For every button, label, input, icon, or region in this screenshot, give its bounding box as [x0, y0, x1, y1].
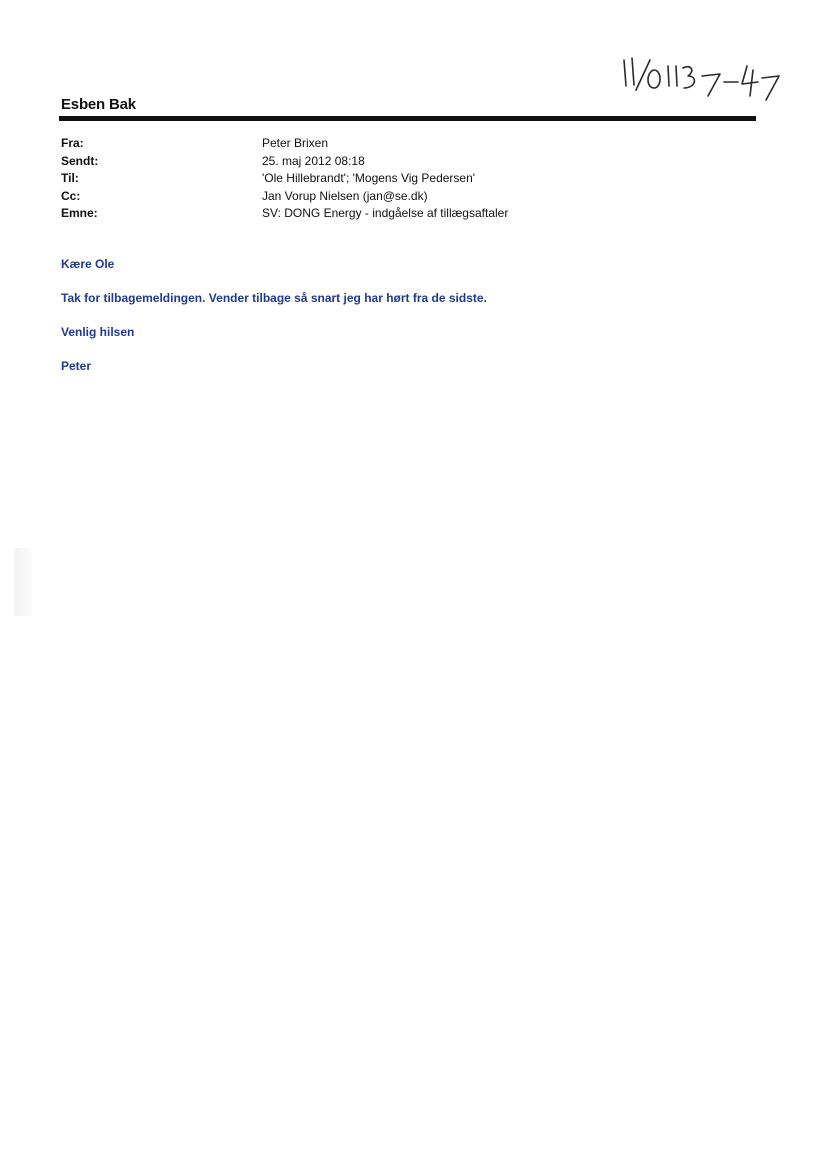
email-closing: Venlig hilsen — [61, 325, 135, 339]
email-header-fields — [61, 136, 751, 224]
mailbox-owner-name: Esben Bak — [61, 96, 136, 113]
cc-label: Cc: — [61, 188, 81, 203]
from-value: Peter Brixen — [262, 136, 329, 150]
header-row-cc — [61, 189, 751, 207]
header-row-from — [61, 136, 751, 154]
email-greeting: Kære Ole — [61, 257, 115, 271]
sent-label: Sendt: — [61, 153, 99, 168]
to-label: Til: — [61, 171, 79, 185]
handwritten-case-number — [616, 52, 786, 106]
subject-label: Emne: — [61, 206, 98, 220]
subject-value: SV: DONG Energy - indgåelse af tillægsaftaler — [262, 206, 509, 220]
header-row-subject — [61, 206, 751, 224]
from-label: Fra: — [61, 136, 84, 150]
header-divider — [59, 116, 756, 121]
email-signature: Peter — [61, 359, 92, 373]
to-value: 'Ole Hillebrandt'; 'Mogens Vig Pedersen' — [262, 171, 476, 185]
sent-value: 25. maj 2012 08:18 — [262, 153, 365, 168]
email-message: Tak for tilbagemeldingen. Vender tilbage så snart jeg har hørt fra de sidste. — [61, 291, 487, 305]
scan-artifact — [14, 548, 32, 616]
cc-value: Jan Vorup Nielsen (jan@se.dk) — [262, 188, 428, 203]
header-row-to — [61, 171, 751, 189]
header-row-sent — [61, 154, 751, 172]
handwritten-case-number-drawing — [616, 52, 786, 106]
